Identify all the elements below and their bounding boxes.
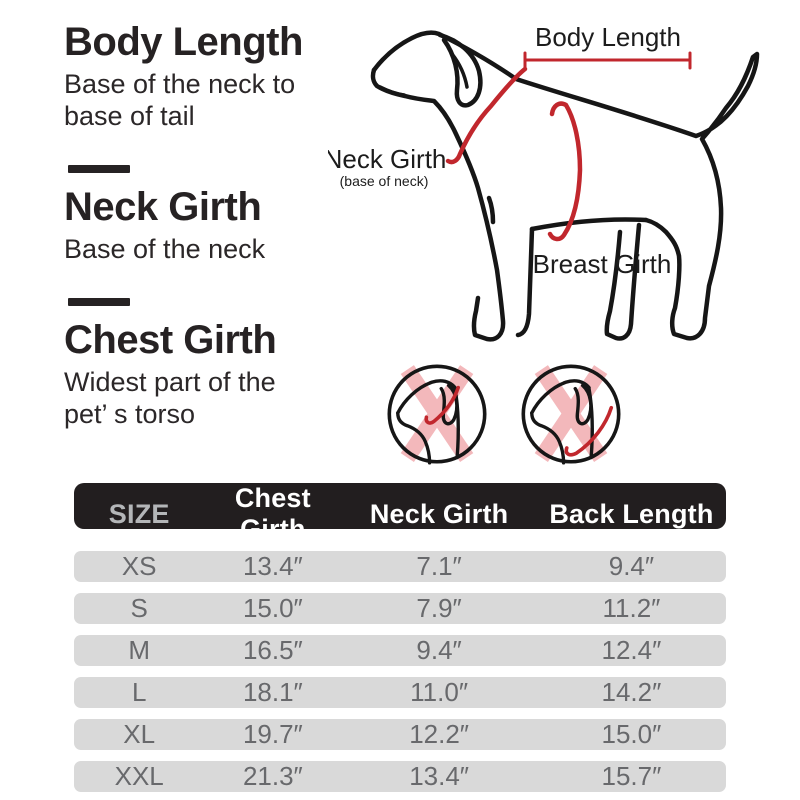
cell-neck: 11.0″: [410, 677, 469, 707]
cell-back: 11.2″: [602, 593, 661, 623]
dog-front-path: [373, 70, 503, 339]
cell-neck: 7.9″: [416, 593, 462, 623]
cell-size: S: [130, 593, 148, 623]
measurement-legend: [64, 22, 360, 472]
description-line: Base of the neck: [64, 233, 266, 264]
table-row: [74, 761, 726, 792]
legend-section-chest-girth: [64, 320, 276, 431]
description-line: Base of the neck to: [64, 68, 296, 99]
cell-chest: 21.3″: [242, 761, 303, 791]
neck-girth-label: Neck Girth: [328, 144, 447, 174]
description-line: Widest part of the: [64, 366, 276, 397]
table-row: [74, 719, 726, 750]
dog-measurement-diagram: [328, 8, 790, 353]
header-chest-girth: Chest Girth: [234, 483, 311, 544]
dog-body-outline: [373, 33, 757, 340]
section-divider: [68, 298, 130, 306]
legend-section-neck-girth: [64, 187, 265, 266]
breast-girth-label: Breast Girth: [532, 249, 672, 279]
section-divider: [68, 165, 130, 173]
description-line: base of tail: [64, 100, 195, 131]
dog-front-leg-back-path: [518, 229, 532, 335]
cell-neck: 9.4″: [416, 635, 462, 665]
section-title: Chest Girth: [64, 318, 277, 362]
section-description: [64, 69, 303, 133]
cell-chest: 18.1″: [242, 677, 303, 707]
cell-back: 14.2″: [601, 677, 662, 707]
legend-section-body-length: [64, 22, 303, 133]
section-title: Body Length: [64, 20, 303, 64]
body-length-label: Body Length: [534, 22, 682, 52]
section-title: Neck Girth: [64, 185, 262, 229]
table-body: [74, 551, 726, 792]
body-length-measure-line: [525, 53, 690, 68]
cell-size: M: [128, 635, 151, 665]
table-row: [74, 593, 726, 624]
cell-chest: 13.4″: [242, 551, 303, 581]
header-back-length: Back Length: [549, 498, 714, 529]
cell-size: XL: [123, 719, 156, 749]
neck-girth-sublabel: (base of neck): [339, 173, 429, 189]
table-row: [74, 677, 726, 708]
cell-chest: 15.0″: [242, 593, 303, 623]
cell-back: 15.0″: [601, 719, 662, 749]
cell-neck: 12.2″: [409, 719, 469, 749]
header-size: SIZE: [108, 498, 170, 529]
cell-back: 12.4″: [601, 635, 662, 665]
dog-belly-path: [532, 219, 646, 229]
cell-neck: 7.1″: [416, 551, 462, 581]
size-chart-table: [74, 483, 726, 792]
cell-size: XS: [121, 551, 157, 581]
section-description: [64, 367, 276, 431]
cell-neck: 13.4″: [409, 761, 469, 791]
dog-outline-illustration: [328, 8, 790, 353]
table-row: [74, 635, 726, 666]
table-header-row: [74, 483, 726, 544]
section-description: [64, 234, 265, 266]
dog-elbow-path: [489, 198, 493, 222]
wrong-neck-measurement-icon: [384, 360, 490, 466]
dog-topline-path: [374, 33, 757, 339]
cell-size: L: [131, 677, 147, 707]
header-neck-girth: Neck Girth: [369, 498, 509, 529]
cell-size: XXL: [114, 761, 164, 791]
dog-far-hind-leg-path: [607, 225, 639, 338]
cell-back: 15.7″: [601, 761, 662, 791]
cell-chest: 19.7″: [242, 719, 303, 749]
cell-back: 9.4″: [608, 551, 655, 581]
breast-girth-arc: [550, 104, 580, 239]
cell-chest: 16.5″: [242, 635, 303, 665]
description-line: pet’ s torso: [64, 398, 196, 429]
table-row: [74, 551, 726, 582]
wrong-chest-measurement-icon: [518, 360, 624, 466]
